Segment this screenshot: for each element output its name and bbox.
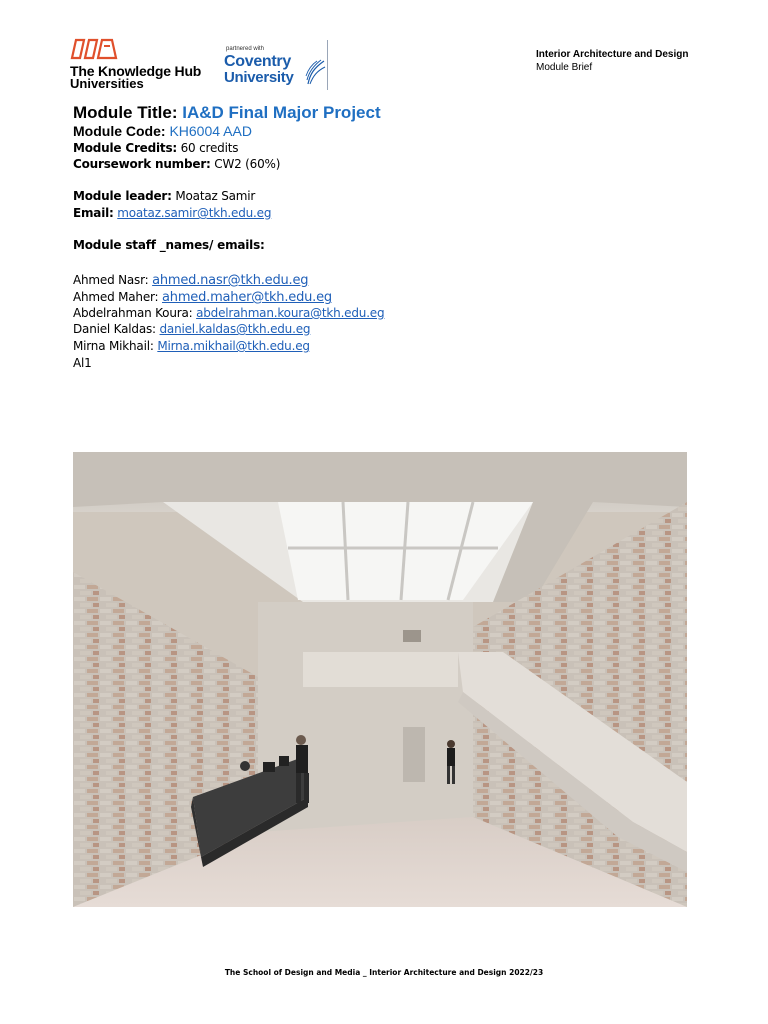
staff-row	[73, 306, 384, 320]
coventry-line1: Coventry	[224, 53, 291, 70]
kh-name-line1: The Knowledge Hub	[70, 63, 202, 79]
coursework-label: Coursework number:	[73, 157, 211, 171]
staff-header	[73, 238, 265, 252]
page-footer: The School of Design and Media _ Interior Architecture and Design 2022/23	[224, 968, 544, 977]
staff-email-link[interactable]: ahmed.maher@tkh.edu.eg	[162, 290, 332, 305]
leader-email	[73, 206, 271, 220]
coventry-line2: University	[224, 69, 294, 86]
knowledge-hub-mark-icon	[70, 38, 118, 60]
module-title-value: IA&D Final Major Project	[182, 103, 381, 122]
module-code-value: KH6004 AAD	[169, 123, 252, 139]
staff-row	[73, 273, 308, 288]
header-doc-type: Module Brief	[536, 62, 593, 73]
coursework-number	[73, 157, 280, 171]
module-code-label: Module Code:	[73, 123, 166, 139]
staff-header-text: Module staff _names/ emails:	[73, 238, 265, 252]
staff-name: Abdelrahman Koura:	[73, 306, 193, 320]
coventry-university-logo	[224, 44, 330, 92]
staff-email-link[interactable]: abdelrahman.koura@tkh.edu.eg	[196, 306, 385, 320]
leader-email-link[interactable]: moataz.samir@tkh.edu.eg	[117, 206, 272, 220]
leader-value: Moataz Samir	[175, 189, 256, 203]
interior-photo	[73, 452, 687, 907]
staff-name: Ahmed Maher:	[73, 290, 159, 304]
module-title-label: Module Title:	[73, 103, 178, 122]
staff-email-link[interactable]: daniel.kaldas@tkh.edu.eg	[159, 322, 311, 336]
credits-label: Module Credits:	[73, 141, 177, 155]
staff-email-link[interactable]: ahmed.nasr@tkh.edu.eg	[152, 273, 309, 288]
staff-row	[73, 322, 310, 336]
staff-row	[73, 339, 310, 353]
header-right-block	[536, 48, 688, 74]
staff-name: Daniel Kaldas:	[73, 322, 156, 336]
email-label: Email:	[73, 206, 114, 220]
leader-label: Module leader:	[73, 189, 172, 203]
staff-row	[73, 290, 332, 305]
header-programme: Interior Architecture and Design	[536, 49, 689, 60]
header-divider	[327, 40, 328, 90]
module-leader	[73, 189, 255, 203]
staff-name: Mirna Mikhail:	[73, 339, 154, 353]
staff-name: Ahmed Nasr:	[73, 273, 149, 287]
credits-value: 60 credits	[180, 141, 239, 155]
trailing-text: Al1	[73, 356, 92, 370]
kh-name-line2: Universities	[70, 76, 144, 91]
knowledge-hub-logo	[70, 38, 210, 90]
partnered-with-label: partnered with	[226, 46, 265, 52]
staff-email-link[interactable]: Mirna.mikhail@tkh.edu.eg	[157, 339, 310, 353]
interior-photo-illustration	[73, 452, 687, 907]
module-credits	[73, 141, 238, 155]
module-title	[73, 103, 381, 123]
coursework-value: CW2 (60%)	[214, 157, 281, 171]
module-code	[73, 123, 252, 139]
coventry-phoenix-icon	[304, 58, 326, 86]
